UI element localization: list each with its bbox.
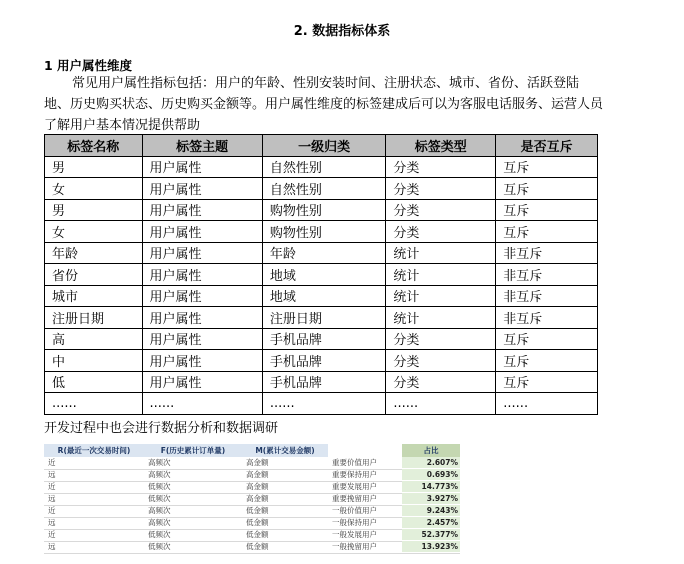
- rfm-row: [44, 517, 460, 530]
- rfm-cell-m: 低金额: [246, 518, 269, 527]
- cell-tag-type: ......: [386, 393, 496, 415]
- rfm-header-segment: [328, 444, 402, 457]
- cell-exclusive: 非互斥: [496, 264, 598, 286]
- cell-tag-theme: ......: [142, 393, 262, 415]
- cell-tag-name: 年龄: [45, 242, 143, 264]
- cell-tag-type: 统计: [386, 285, 496, 307]
- cell-tag-name: 注册日期: [45, 307, 143, 329]
- cell-tag-type: 分类: [386, 199, 496, 221]
- table-row: [45, 350, 598, 372]
- rfm-cell-f: 高频次: [148, 506, 171, 515]
- cell-exclusive: 互斥: [496, 178, 598, 200]
- cell-tag-type: 统计: [386, 264, 496, 286]
- rfm-cell-share: 13.923%: [402, 541, 460, 552]
- cell-category: 注册日期: [262, 307, 385, 329]
- table-header-row: [45, 135, 598, 157]
- rfm-cell-r: 远: [48, 494, 56, 503]
- cell-exclusive: 非互斥: [496, 285, 598, 307]
- section-heading: 1 用户属性维度: [44, 58, 133, 73]
- cell-tag-name: 城市: [45, 285, 143, 307]
- table-row: [45, 221, 598, 243]
- rfm-cell-m: 低金额: [246, 506, 269, 515]
- rfm-cell-f: 高频次: [148, 470, 171, 479]
- rfm-cell-f: 低频次: [148, 530, 171, 539]
- rfm-header-share: 占比: [402, 444, 460, 457]
- rfm-row: [44, 505, 460, 518]
- cell-tag-type: 统计: [386, 307, 496, 329]
- rfm-cell-m: 低金额: [246, 530, 269, 539]
- cell-exclusive: 互斥: [496, 221, 598, 243]
- cell-exclusive: 非互斥: [496, 307, 598, 329]
- rfm-cell-m: 高金额: [246, 458, 269, 467]
- cell-category: 自然性别: [262, 178, 385, 200]
- rfm-cell-segment: 一般价值用户: [332, 506, 377, 515]
- rfm-cell-m: 低金额: [246, 542, 269, 551]
- cell-category: 手机品牌: [262, 350, 385, 372]
- cell-tag-type: 分类: [386, 156, 496, 178]
- cell-tag-theme: 用户属性: [142, 221, 262, 243]
- table-row: [45, 242, 598, 264]
- table-row: [45, 307, 598, 329]
- cell-tag-type: 分类: [386, 178, 496, 200]
- cell-exclusive: 互斥: [496, 350, 598, 372]
- rfm-cell-segment: 一般保持用户: [332, 518, 377, 527]
- cell-tag-theme: 用户属性: [142, 178, 262, 200]
- cell-category: 自然性别: [262, 156, 385, 178]
- rfm-row: [44, 541, 460, 554]
- rfm-row: [44, 457, 460, 470]
- rfm-cell-r: 近: [48, 530, 56, 539]
- rfm-cell-share: 0.693%: [402, 469, 460, 480]
- cell-tag-type: 分类: [386, 371, 496, 393]
- table-row: [45, 199, 598, 221]
- cell-category: 年龄: [262, 242, 385, 264]
- header-tag-type: 标签类型: [386, 135, 496, 157]
- cell-category: 手机品牌: [262, 328, 385, 350]
- cell-tag-name: 低: [45, 371, 143, 393]
- cell-tag-name: 女: [45, 178, 143, 200]
- rfm-cell-f: 高频次: [148, 458, 171, 467]
- paragraph-text: 常见用户属性指标包括：用户的年龄、性别安装时间、注册状态、城市、省份、活跃登陆地、历史购买状态、历史购买金额等。用户属性维度的标签建成后可以为客服电话服务、运营人员了解用户基本情况提供帮助: [44, 76, 604, 133]
- rfm-header-r: R(最近一次交易时间): [44, 444, 144, 457]
- cell-tag-type: 分类: [386, 328, 496, 350]
- rfm-cell-f: 低频次: [148, 482, 171, 491]
- cell-tag-name: 中: [45, 350, 143, 372]
- rfm-cell-r: 远: [48, 470, 56, 479]
- rfm-cell-share: 2.457%: [402, 517, 460, 528]
- cell-category: ......: [262, 393, 385, 415]
- header-category: 一级归类: [262, 135, 385, 157]
- rfm-cell-segment: 一般挽留用户: [332, 542, 377, 551]
- cell-tag-theme: 用户属性: [142, 285, 262, 307]
- intro-paragraph: [44, 73, 604, 136]
- cell-tag-theme: 用户属性: [142, 328, 262, 350]
- cell-tag-type: 统计: [386, 242, 496, 264]
- rfm-cell-segment: 重要发展用户: [332, 482, 377, 491]
- header-tag-name: 标签名称: [45, 135, 143, 157]
- cell-tag-theme: 用户属性: [142, 199, 262, 221]
- rfm-cell-m: 高金额: [246, 482, 269, 491]
- note-text: 开发过程中也会进行数据分析和数据调研: [44, 421, 279, 436]
- table-row: [45, 371, 598, 393]
- rfm-cell-f: 低频次: [148, 494, 171, 503]
- cell-exclusive: ......: [496, 393, 598, 415]
- rfm-cell-r: 远: [48, 542, 56, 551]
- table-row: [45, 328, 598, 350]
- rfm-cell-share: 2.607%: [402, 457, 460, 468]
- cell-tag-theme: 用户属性: [142, 371, 262, 393]
- cell-tag-theme: 用户属性: [142, 242, 262, 264]
- rfm-spreadsheet: [44, 444, 460, 554]
- rfm-cell-share: 9.243%: [402, 505, 460, 516]
- rfm-row: [44, 493, 460, 506]
- rfm-cell-f: 低频次: [148, 542, 171, 551]
- cell-tag-name: 男: [45, 199, 143, 221]
- rfm-header-f: F(历史累计订单量): [144, 444, 242, 457]
- header-tag-theme: 标签主题: [142, 135, 262, 157]
- rfm-cell-segment: 重要保持用户: [332, 470, 377, 479]
- cell-exclusive: 互斥: [496, 199, 598, 221]
- rfm-row: [44, 529, 460, 542]
- rfm-cell-share: 52.377%: [402, 529, 460, 540]
- rfm-row: [44, 481, 460, 494]
- cell-tag-theme: 用户属性: [142, 156, 262, 178]
- table-row: [45, 178, 598, 200]
- cell-tag-name: 省份: [45, 264, 143, 286]
- cell-exclusive: 互斥: [496, 328, 598, 350]
- cell-tag-theme: 用户属性: [142, 307, 262, 329]
- rfm-cell-f: 高频次: [148, 518, 171, 527]
- cell-exclusive: 互斥: [496, 371, 598, 393]
- rfm-cell-segment: 重要价值用户: [332, 458, 377, 467]
- rfm-cell-m: 高金额: [246, 494, 269, 503]
- header-exclusive: 是否互斥: [496, 135, 598, 157]
- table-row: [45, 285, 598, 307]
- rfm-cell-m: 高金额: [246, 470, 269, 479]
- cell-category: 手机品牌: [262, 371, 385, 393]
- cell-tag-theme: 用户属性: [142, 350, 262, 372]
- table-row: [45, 393, 598, 415]
- cell-category: 购物性别: [262, 199, 385, 221]
- rfm-cell-r: 近: [48, 482, 56, 491]
- cell-category: 购物性别: [262, 221, 385, 243]
- rfm-cell-segment: 一般发展用户: [332, 530, 377, 539]
- rfm-cell-segment: 重要挽留用户: [332, 494, 377, 503]
- cell-tag-name: 男: [45, 156, 143, 178]
- cell-tag-name: ......: [45, 393, 143, 415]
- cell-exclusive: 互斥: [496, 156, 598, 178]
- cell-tag-name: 高: [45, 328, 143, 350]
- rfm-header-m: M(累计交易金额): [242, 444, 328, 457]
- rfm-cell-r: 近: [48, 458, 56, 467]
- cell-tag-name: 女: [45, 221, 143, 243]
- cell-category: 地域: [262, 264, 385, 286]
- rfm-cell-r: 近: [48, 506, 56, 515]
- rfm-cell-share: 3.927%: [402, 493, 460, 504]
- cell-category: 地域: [262, 285, 385, 307]
- table-row: [45, 156, 598, 178]
- rfm-cell-r: 远: [48, 518, 56, 527]
- cell-exclusive: 非互斥: [496, 242, 598, 264]
- cell-tag-type: 分类: [386, 221, 496, 243]
- cell-tag-theme: 用户属性: [142, 264, 262, 286]
- table-row: [45, 264, 598, 286]
- cell-tag-type: 分类: [386, 350, 496, 372]
- tag-table: [44, 134, 598, 415]
- doc-title: 2. 数据指标体系: [293, 24, 391, 39]
- rfm-row: [44, 469, 460, 482]
- rfm-cell-share: 14.773%: [402, 481, 460, 492]
